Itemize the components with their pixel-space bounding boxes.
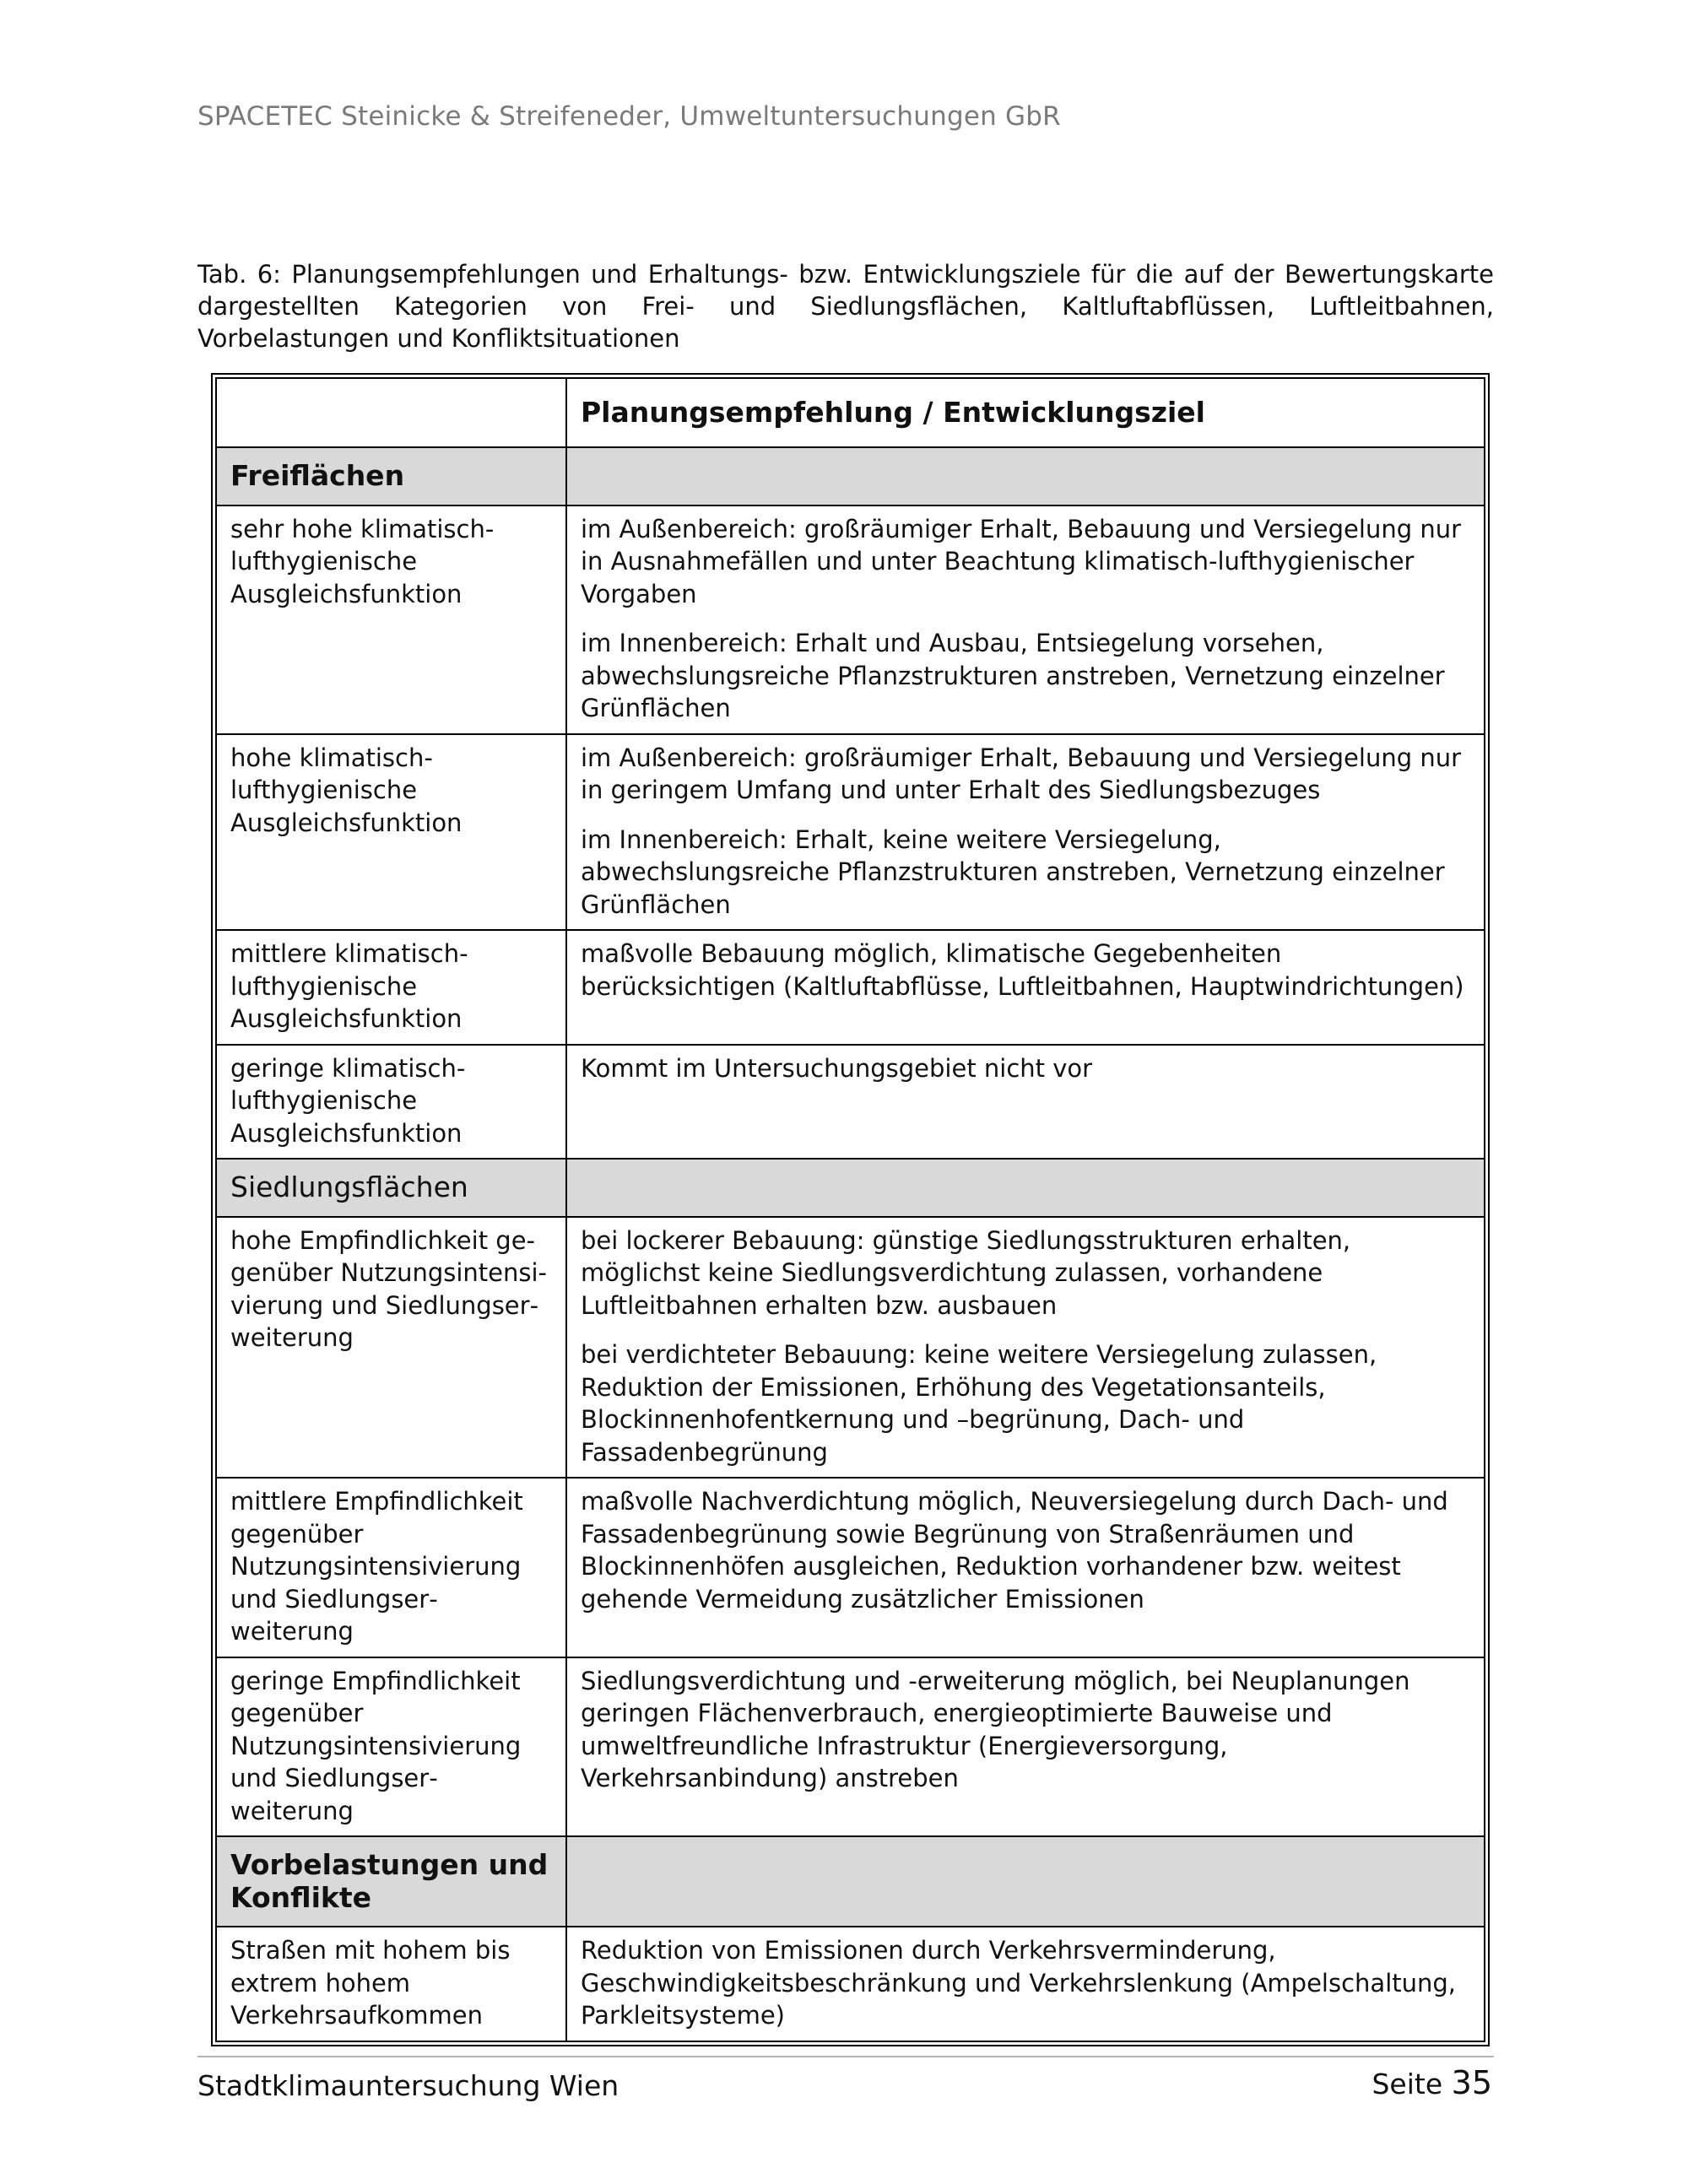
recommendation-cell xyxy=(566,734,1485,931)
table-row xyxy=(216,734,1485,931)
section-label: Siedlungsflächen xyxy=(216,1159,566,1217)
recommendation-paragraph: im Außenbereich: großräumiger Erhalt, Bebauung und Versiegelung nur in geringem Umfang und unter Erhalt des Siedlungsbezuges xyxy=(581,743,1462,804)
table-row xyxy=(216,1217,1485,1479)
category-cell: Straßen mit hohem bis extrem hohem Verkehrsaufkommen xyxy=(216,1927,566,2041)
recommendation-cell xyxy=(566,505,1485,734)
recommendation-paragraph: Kommt im Untersuchungsgebiet nicht vor xyxy=(581,1053,1093,1083)
header-empty-cell xyxy=(216,378,566,447)
section-row-siedlungsflaechen xyxy=(216,1159,1485,1217)
page-label: Seite xyxy=(1372,2068,1443,2100)
recommendation-paragraph: im Innenbereich: Erhalt und Ausbau, Entsiegelung vorsehen, abwechslungsreiche Pflanzstrukturen anstreben, Vernetzung einzelner Grünflächen xyxy=(581,629,1445,722)
recommendation-cell xyxy=(566,1657,1485,1837)
category-cell: hohe klimatisch-lufthygienische Ausgleichsfunktion xyxy=(216,734,566,931)
recommendation-cell xyxy=(566,1045,1485,1160)
section-label: Vorbelastungen und Konflikte xyxy=(216,1836,566,1927)
table-frame xyxy=(211,373,1490,2046)
recommendation-cell xyxy=(566,1217,1485,1479)
recommendation-paragraph: Reduktion von Emissionen durch Verkehrsverminderung, Geschwindigkeitsbeschränkung und Verkehrslenkung (Ampelschaltung, Parkleitsysteme) xyxy=(581,1936,1457,2030)
recommendation-cell xyxy=(566,930,1485,1045)
section-label: Freiflächen xyxy=(216,447,566,505)
table-row xyxy=(216,1927,1485,2041)
table-row xyxy=(216,505,1485,734)
recommendation-cell xyxy=(566,1927,1485,2041)
recommendation-paragraph: im Außenbereich: großräumiger Erhalt, Bebauung und Versiegelung nur in Ausnahmefällen und unter Beachtung klimatisch-lufthygienischer Vorgaben xyxy=(581,514,1462,608)
recommendation-paragraph: bei verdichteter Bebauung: keine weitere Versiegelung zulassen, Reduktion der Emissionen, Erhöhung des Vegetationsanteils, Blockinnenhofentkernung und –begrünung, Dach- und Fassadenbegrünung xyxy=(581,1340,1377,1467)
category-cell: sehr hohe klimatisch-lufthygienische Ausgleichsfunktion xyxy=(216,505,566,734)
recommendation-paragraph: Siedlungsverdichtung und -erweiterung möglich, bei Neuplanungen geringen Flächenverbrauch, energieoptimierte Bauweise und umweltfreundliche Infrastruktur (Energieversorgung, Verkehrsanbindung) anstreben xyxy=(581,1666,1410,1792)
table-header-row xyxy=(216,378,1485,447)
column-header: Planungsempfehlung / Entwicklungsziel xyxy=(566,378,1485,447)
recommendations-table xyxy=(215,377,1485,2042)
category-cell: geringe Empfindlichkeit gegenüber Nutzungsintensivierung und Siedlungserweiterung xyxy=(216,1657,566,1837)
category-cell: geringe klimatisch-lufthygienische Ausgleichsfunktion xyxy=(216,1045,566,1160)
section-row-vorbelastungen xyxy=(216,1836,1485,1927)
section-empty-cell xyxy=(566,1836,1485,1927)
category-cell: mittlere klimatisch-lufthygienische Ausgleichsfunktion xyxy=(216,930,566,1045)
footer-title: Stadtklimauntersuchung Wien xyxy=(197,2069,619,2102)
category-cell: hohe Empfindlichkeit gegenüber Nutzungsintensivierung und Siedlungserweiterung xyxy=(216,1217,566,1479)
table-caption: Tab. 6: Planungsempfehlungen und Erhaltungs- bzw. Entwicklungsziele für die auf der Bewertungskarte dargestellten Kategorien von Frei- und Siedlungsflächen, Kaltluftabflüssen, Luftleitbahnen, Vorbelastungen und Konfliktsituationen xyxy=(197,260,1494,353)
recommendation-paragraph: bei lockerer Bebauung: günstige Siedlungsstrukturen erhalten, möglichst keine Siedlungsverdichtung zulassen, vorhandene Luftleitbahnen erhalten bzw. ausbauen xyxy=(581,1225,1351,1320)
category-cell: mittlere Empfindlichkeit gegenüber Nutzungsintensivierung und Siedlungserweiterung xyxy=(216,1478,566,1657)
section-row-freiflaechen xyxy=(216,447,1485,505)
table-row xyxy=(216,1045,1485,1160)
running-header: SPACETEC Steinicke & Streifeneder, Umweltuntersuchungen GbR xyxy=(197,101,1061,132)
section-empty-cell xyxy=(566,447,1485,505)
page-number xyxy=(1372,2064,1492,2101)
table-row xyxy=(216,930,1485,1045)
recommendation-paragraph: maßvolle Nachverdichtung möglich, Neuversiegelung durch Dach- und Fassadenbegrünung sowie Begrünung von Straßenräumen und Blockinnenhöfen ausgleichen, Reduktion vorhandener bzw. weitest gehende Vermeidung zusätzlicher Emissionen xyxy=(581,1487,1448,1614)
recommendation-paragraph: maßvolle Bebauung möglich, klimatische Gegebenheiten berücksichtigen (Kaltluftabflüsse, Luftleitbahnen, Hauptwindrichtungen) xyxy=(581,939,1464,1001)
footer-rule xyxy=(197,2056,1494,2057)
recommendation-cell xyxy=(566,1478,1485,1657)
table-row xyxy=(216,1478,1485,1657)
section-empty-cell xyxy=(566,1159,1485,1217)
recommendation-paragraph: im Innenbereich: Erhalt, keine weitere Versiegelung, abwechslungsreiche Pflanzstrukturen anstreben, Vernetzung einzelner Grünflächen xyxy=(581,824,1445,919)
page-number-value: 35 xyxy=(1451,2064,1492,2101)
table-row xyxy=(216,1657,1485,1837)
